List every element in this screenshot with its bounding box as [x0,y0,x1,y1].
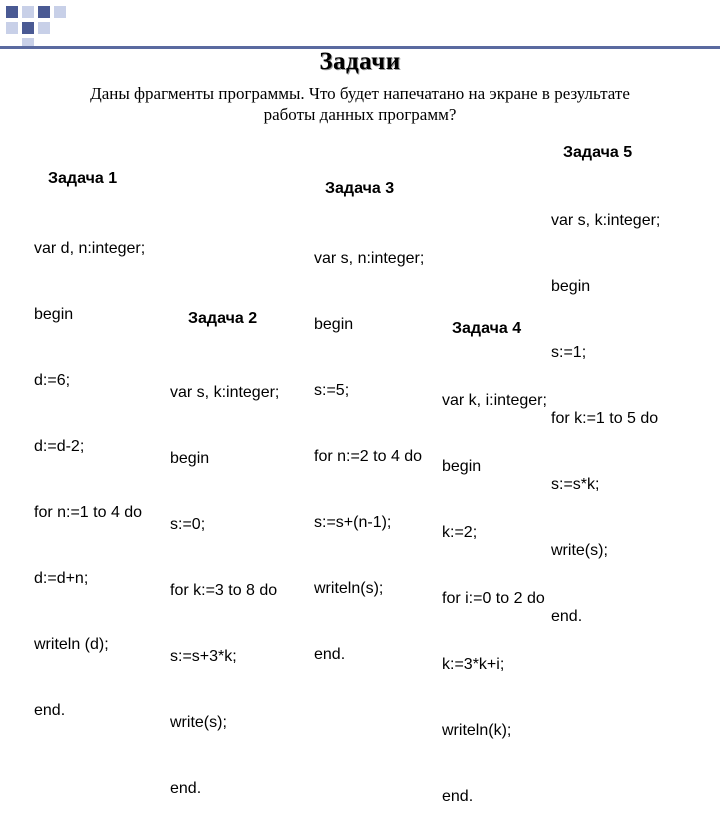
code-line: end. [442,788,474,805]
code-line: var d, n:integer; [34,240,146,257]
task-3-title: Задача 3 [325,180,395,197]
code-line: writeln(k); [442,722,512,739]
task-5-title: Задача 5 [563,144,633,161]
code-line: k:=3*k+i; [442,656,505,673]
code-line: end. [314,646,346,663]
code-line: write(s); [551,542,608,559]
code-line: for n:=1 to 4 do [34,504,143,521]
code-line: begin [551,278,591,295]
code-line: s:=5; [314,382,350,399]
code-line: end. [34,702,66,719]
code-line: end. [170,780,202,797]
task-5-code [551,166,660,650]
code-line: s:=0; [170,516,206,533]
code-line: writeln (d); [34,636,109,653]
code-line: d:=6; [34,372,71,389]
code-line: s:=s+(n-1); [314,514,392,531]
code-line: for k:=1 to 5 do [551,410,659,427]
code-line: begin [442,458,482,475]
code-line: var k, i:integer; [442,392,547,409]
corner-squares-decoration [0,0,720,50]
task-1-code [34,194,145,744]
code-line: write(s); [170,714,227,731]
code-line: d:=d-2; [34,438,85,455]
code-line: end. [551,608,583,625]
code-line: begin [314,316,354,333]
slide-intro-text: Даны фрагменты программы. Что будет напечатано на экране в результате работы данных программ? [90,84,630,124]
slide-title: Задачи [319,48,401,75]
code-line: begin [34,306,74,323]
task-3-code [314,204,424,688]
task-2-title: Задача 2 [188,310,258,327]
code-line: s:=s+3*k; [170,648,237,665]
task-2-code [170,338,279,822]
task-4-code [442,346,547,830]
code-line: d:=d+n; [34,570,89,587]
code-line: var s, k:integer; [551,212,661,229]
code-line: for i:=0 to 2 do [442,590,545,607]
code-line: writeln(s); [314,580,384,597]
code-line: for n:=2 to 4 do [314,448,423,465]
code-line: k:=2; [442,524,478,541]
code-line: var s, n:integer; [314,250,425,267]
task-4-title: Задача 4 [452,320,522,337]
code-line: var s, k:integer; [170,384,280,401]
code-line: for k:=3 to 8 do [170,582,278,599]
code-line: s:=s*k; [551,476,600,493]
task-1-title: Задача 1 [48,170,118,187]
code-line: s:=1; [551,344,587,361]
code-line: begin [170,450,210,467]
